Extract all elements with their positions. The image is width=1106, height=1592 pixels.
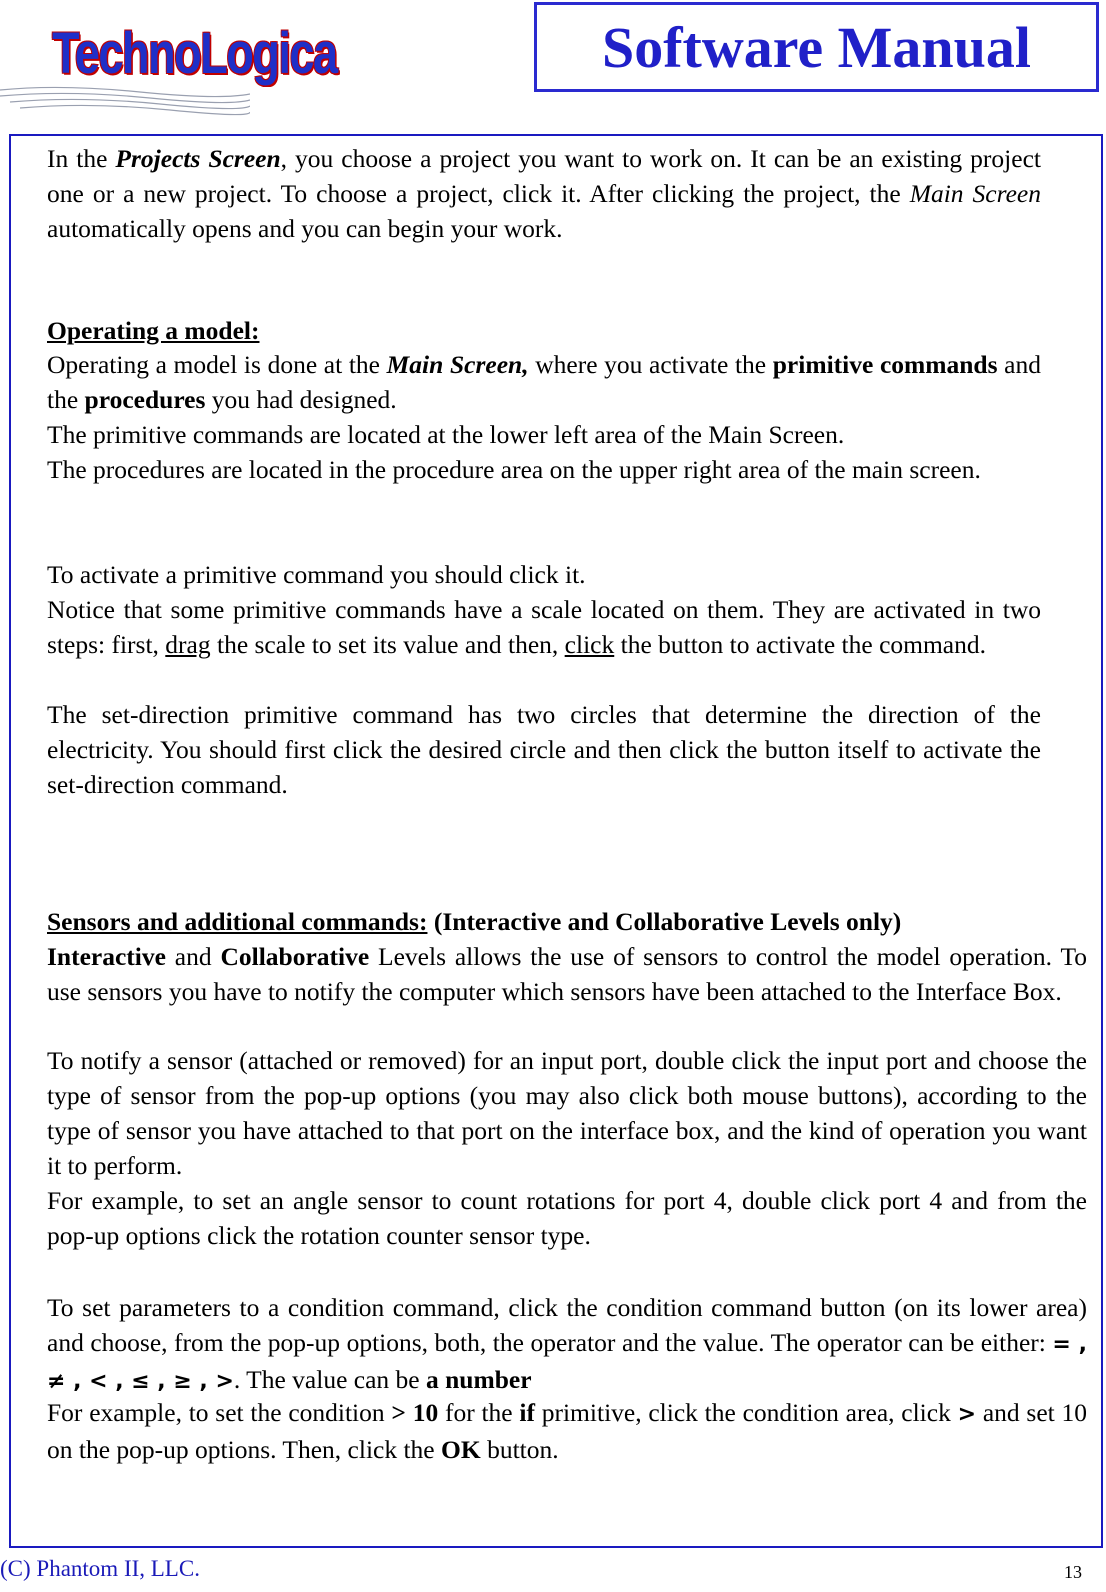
sensors-paragraph-1: Interactive and Collaborative Levels allows the use of sensors to control the model operation. To use sensors you have to notify the computer which sensors have been attached to the Interface Box. [47,942,1087,1006]
intro-paragraph: In the Projects Screen, you choose a project you want to work on. It can be an existing project one or a new project. To choose a project, click it. After clicking the project, the Main Screen automatically opens and you can begin your work. [47,144,1041,243]
page-number: 13 [1064,1562,1082,1582]
manual-title-box [534,2,1099,92]
sensors-paragraph-2: To notify a sensor (attached or removed) for an input port, double click the input port and choose the type of sensor from the pop-up options (you may also click both mouse buttons), according to the type of sensor you have attached to that port on the interface box, and the kind of operation you want it to perform. [47,1046,1087,1180]
operating-paragraph-1: Operating a model is done at the Main Screen, where you activate the primitive commands and the procedures you had designed. [47,350,1042,414]
operating-paragraph-2: The primitive commands are located at the lower left area of the Main Screen. [47,420,845,449]
sensors-paragraph-5: For example, to set the condition > 10 for the if primitive, click the condition area, click > and set 10 on the pop-up options. Then, click the OK button. [47,1398,1087,1464]
projects-screen-term: Projects Screen [115,144,281,173]
sensors-paragraph-4: To set parameters to a condition command, click the condition command button (on its lower area) and choose, from the pop-up options, both, the operator and the value. The operator can be either: = , ≠ , < , ≤ , ≥ , >. The value can be a number [47,1293,1088,1394]
sensors-paragraph-3: For example, to set an angle sensor to count rotations for port 4, double click port 4 and from the pop-up options click the rotation counter sensor type. [47,1186,1087,1250]
page-title: Software Manual [601,14,1032,80]
technologica-logo [0,0,337,125]
operating-paragraph-4: To activate a primitive command you should click it. [47,560,586,589]
operating-paragraph-5: Notice that some primitive commands have a scale located on them. They are activated in two steps: first, drag the scale to set its value and then, click the button to activate the command. [47,595,1041,659]
operating-heading: Operating a model: [47,316,260,345]
operating-paragraph-3: The procedures are located in the procedure area on the upper right area of the main screen. [47,455,981,484]
operating-paragraph-6: The set-direction primitive command has two circles that determine the direction of the electricity. You should first click the desired circle and then click the button itself to activate the set-direction command. [47,700,1041,799]
ok-label: OK [441,1435,481,1464]
footer-copyright: (C) Phantom II, LLC. [0,1556,200,1581]
main-screen-term: Main Screen [909,179,1041,208]
logo-wordmark: TechnoLogica [52,21,337,86]
operator-list: = , ≠ , < , ≤ , ≥ , > [47,1332,1088,1394]
sensors-heading: Sensors and additional commands: (Interactive and Collaborative Levels only) [47,907,902,936]
